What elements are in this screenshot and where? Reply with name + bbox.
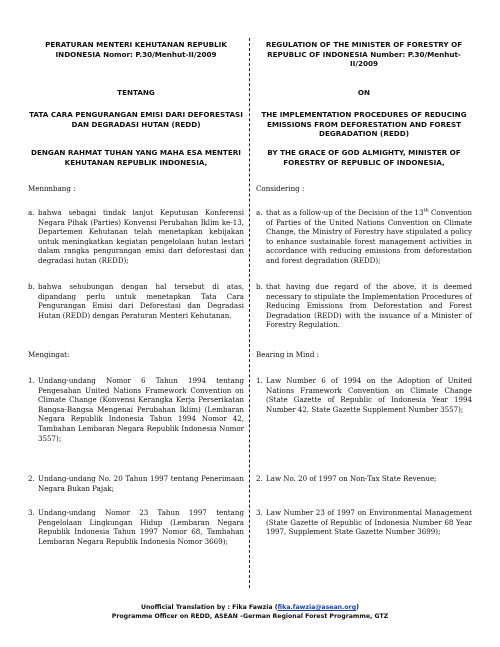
right-bearing-3 [256,508,472,537]
credit-suffix: ) [356,604,359,611]
left-considering-b [28,282,244,320]
item-label: a. [28,208,35,217]
ordinal-suffix: th [423,207,429,214]
item-text: Undang-undang No. 20 Tahun 1997 tentang Penerimaan Negara Bukan Pajak; [38,474,244,493]
item-label: 2. [28,474,35,483]
left-bearing-2 [28,474,244,493]
item-label: 2. [256,474,263,483]
left-considering-heading: Menimbang : [28,184,76,193]
left-bearing-1 [28,376,244,443]
item-text: Law Number 6 of 1994 on the Adoption of United Nations Framework Convention on Climate Change (State Gazette of Republic of Indonesia Year 1994 Number 42, State Gazette Supplement Number 3557); [266,376,472,414]
right-bearing-1 [256,376,472,414]
item-text-end: Convention of Parties of the United Nations Convention on Climate Change, the Ministry of Forestry have stipulated a policy to enhance sustainable forest management activities in accordance with reducing emissions from deforestation and forest degradation (REDD); [266,208,472,265]
right-considering-a [256,208,472,266]
item-label: 1. [28,376,35,385]
left-column [28,40,244,600]
left-tentang: TENTANG [117,88,155,97]
left-subject: TATA CARA PENGURANGAN EMISI DARI DEFORESTASI DAN DEGRADASI HUTAN (REDD) [29,110,243,129]
item-label: 1. [256,376,263,385]
right-considering-b [256,282,472,330]
left-grace: DENGAN RAHMAT TUHAN YANG MAHA ESA MENTERI KEHUTANAN REPUBLIK INDONESIA, [31,148,241,167]
email-link[interactable]: fika.fawzia@asean.org [277,604,357,611]
item-label: b. [256,282,263,291]
right-grace: BY THE GRACE OF GOD ALMIGHTY, MINISTER OF FORESTRY OF REPUBLIC OF INDONESIA, [267,148,461,167]
item-text: bahwa sehubungan dengan hal tersebut di atas, dipandang perlu untuk menetapkan Tata Cara Pengurangan Emisi dari Deforestasi dan Degradasi Hutan (REDD) dengan Peraturan Menteri Kehutanan. [38,282,244,320]
item-label: 3. [256,508,263,517]
left-title: PERATURAN MENTERI KEHUTANAN REPUBLIK INDONESIA Nomor: P.30/Menhut-II/2009 [45,40,227,59]
credit-prefix: Unofficial Translation by : Fika Fawzia ( [141,604,278,611]
item-label: 3. [28,508,35,517]
translator-credit [0,604,500,612]
left-bearing-3 [28,508,244,546]
item-text: Undang-undang Nomor 23 Tahun 1997 tentang Pengelolaan Lingkungan Hidup (Lembaran Negara Republik Indonesia Tahun 1997 Nomor 68, Tambahan Lembaran Negara Republik Indonesia Nomor 3669); [38,508,244,546]
right-considering-heading: Considering : [256,184,305,193]
item-label: b. [28,282,35,291]
left-bearing-heading: Mengingat: [28,350,70,359]
right-column [256,40,472,600]
item-text: Law Number 23 of 1997 on Environmental Management (State Gazette of Republic of Indonesia Number 68 Year 1997, Supplement State Gazette Number 3699); [266,508,472,537]
item-text-start: that as a follow-up of the Decision of the 13 [266,208,424,217]
left-considering-a [28,208,244,266]
programme-credit: Programme Officer on REDD, ASEAN –German Regional Forest Programme, GTZ [111,613,389,620]
item-text: that having due regard of the above, it is deemed necessary to stipulate the Implementation Procedures of Reducing Emissions from Deforestation and Forest Degradation (REDD) with the issuance of a Minister of Forestry Regulation. [266,282,472,330]
item-text [266,208,472,266]
right-bearing-2 [256,474,472,484]
item-text: Undang-undang Nomor 6 Tahun 1994 tentang Pengesahan United Nations Framework Convention on Climate Change (Konvensi Kerangka Kerja Perserikatan Bangsa-Bangsa Mengenai Perubahan Iklim) (Lembaran Negara Republik Indonesia Tahun 1994 Nomor 42, Tambahan Lembaran Negara Republik Indonesia Nomor 3557); [38,376,244,443]
item-text: bahwa sebagai tindak lanjut Keputusan Konferensi Negara Pihak (Parties) Konvensi Perubahan Iklim ke-13, Departemen Kehutanan telah menetapkan kebijakan untuk meningkatkan kegiatan pengelolaan hutan lestari dalam rangka pengurangan emisi dari deforestasi dan degradasi hutan (REDD); [38,208,244,265]
item-text: Law No. 20 of 1997 on Non-Tax State Revenue; [266,474,437,483]
right-bearing-heading: Bearing in Mind : [256,350,320,359]
item-label: a. [256,208,263,217]
right-subject: THE IMPLEMENTATION PROCEDURES OF REDUCING EMISSIONS FROM DEFORESTATION AND FOREST DEGRADATION (REDD) [261,110,467,139]
right-title: REGULATION OF THE MINISTER OF FORESTRY OF REPUBLIC OF INDONESIA Number: P.30/Menhut-II/2009 [265,40,463,69]
right-on: ON [357,88,371,97]
column-divider [249,38,250,588]
